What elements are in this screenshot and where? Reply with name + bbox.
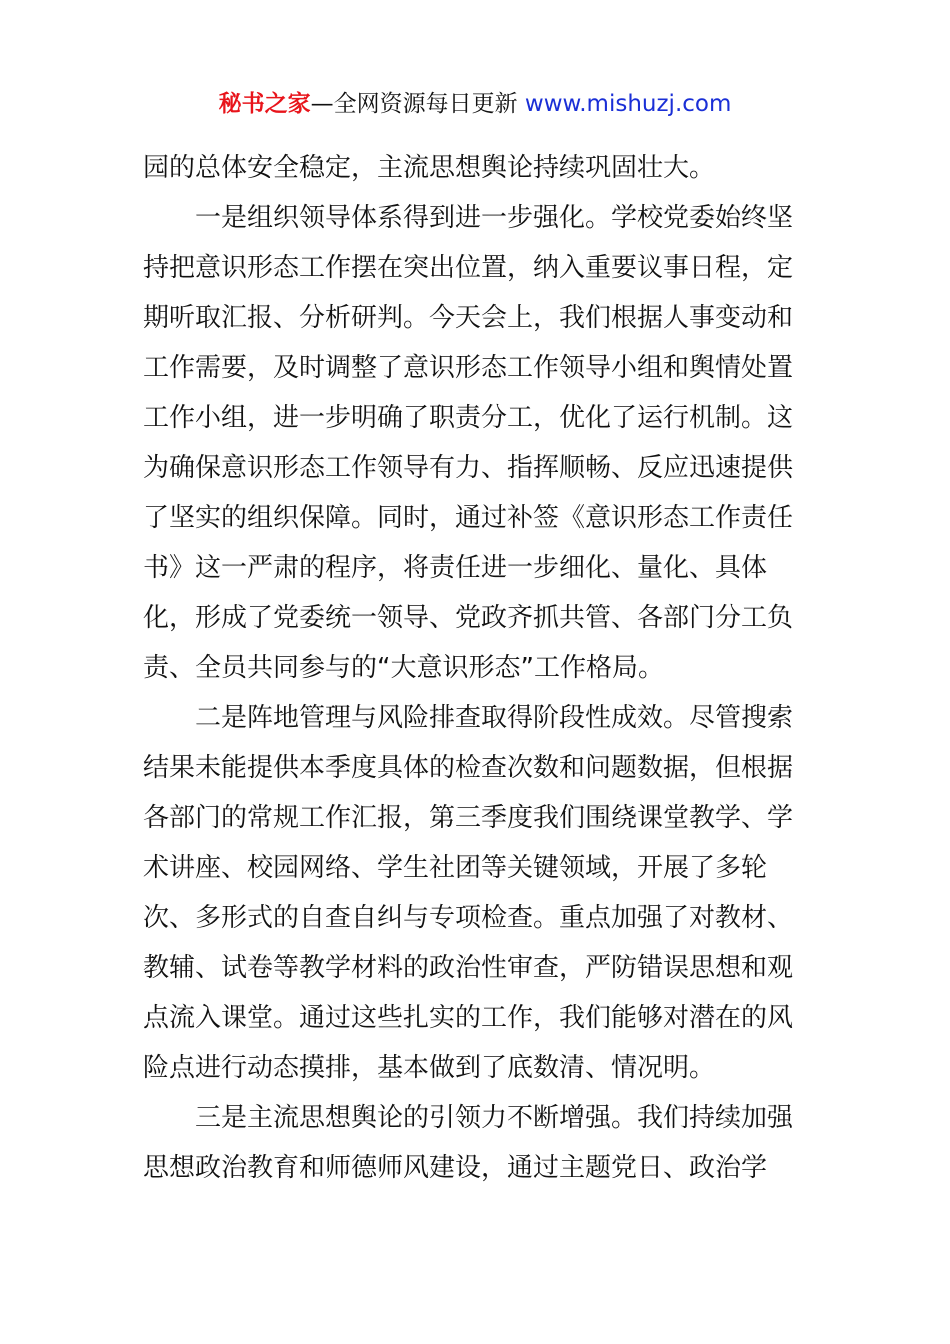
- text-line: 工作需要，及时调整了意识形态工作领导小组和舆情处置: [143, 353, 794, 383]
- document-body: [143, 143, 808, 1193]
- text-line: 为确保意识形态工作领导有力、指挥顺畅、反应迅速提供: [143, 453, 794, 483]
- header-tagline: —全网资源每日更新: [310, 91, 518, 117]
- text-line: 责、全员共同参与的“大意识形态”工作格局。: [143, 653, 664, 683]
- paragraph-first-line: 一是组织领导体系得到进一步强化。学校党委始终坚: [195, 203, 794, 233]
- text-line: 点流入课堂。通过这些扎实的工作，我们能够对潜在的风: [143, 1003, 794, 1033]
- site-url-link[interactable]: www.mishuzj.com: [524, 91, 732, 117]
- text-line: 教辅、试卷等教学材料的政治性审查，严防错误思想和观: [143, 953, 794, 983]
- text-line: 了坚实的组织保障。同时，通过补签《意识形态工作责任: [143, 503, 794, 533]
- text-line: 思想政治教育和师德师风建设，通过主题党日、政治学: [143, 1153, 768, 1183]
- text-line: 各部门的常规工作汇报，第三季度我们围绕课堂教学、学: [143, 803, 794, 833]
- text-line: 持把意识形态工作摆在突出位置，纳入重要议事日程，定: [143, 253, 794, 283]
- text-line: 工作小组，进一步明确了职责分工，优化了运行机制。这: [143, 403, 794, 433]
- paragraph-first-line: 三是主流思想舆论的引领力不断增强。我们持续加强: [195, 1103, 794, 1133]
- brand-name: 秘书之家: [218, 91, 311, 117]
- text-line: 次、多形式的自查自纠与专项检查。重点加强了对教材、: [143, 903, 794, 933]
- text-line: 结果未能提供本季度具体的检查次数和问题数据，但根据: [143, 753, 794, 783]
- text-line: 险点进行动态摸排，基本做到了底数清、情况明。: [143, 1053, 716, 1083]
- text-line: 园的总体安全稳定，主流思想舆论持续巩固壮大。: [143, 153, 716, 183]
- paragraph-first-line: 二是阵地管理与风险排查取得阶段性成效。尽管搜索: [195, 703, 794, 733]
- text-line: 书》这一严肃的程序，将责任进一步细化、量化、具体: [143, 553, 768, 583]
- text-line: 术讲座、校园网络、学生社团等关键领域，开展了多轮: [143, 853, 768, 883]
- text-line: 期听取汇报、分析研判。今天会上，我们根据人事变动和: [143, 303, 794, 333]
- text-line: 化，形成了党委统一领导、党政齐抓共管、各部门分工负: [143, 603, 794, 633]
- page-header: [0, 86, 950, 122]
